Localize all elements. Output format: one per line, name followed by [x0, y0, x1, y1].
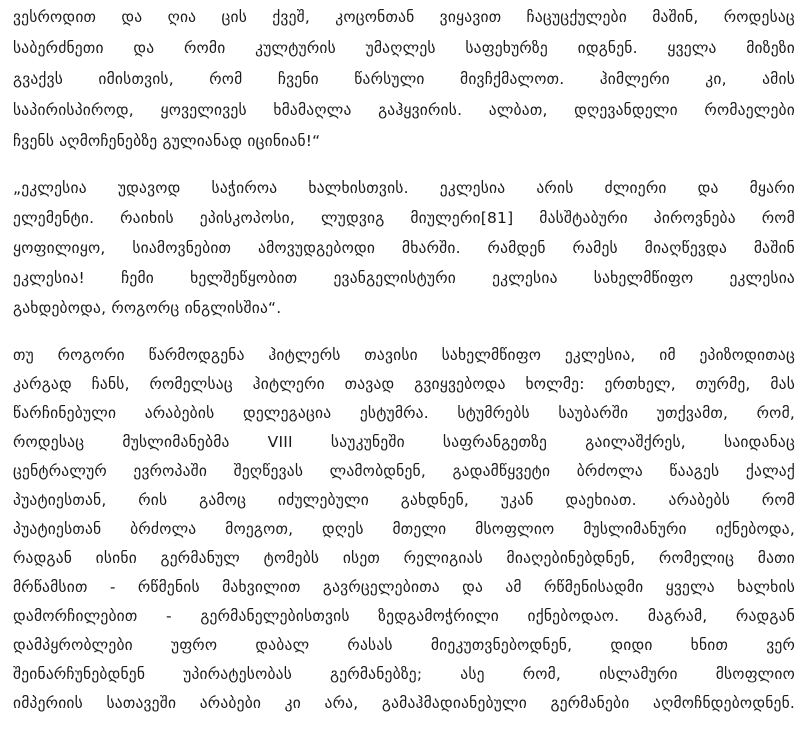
text-line: გახდებოდა, როგორც ინგლისშია“. [13, 299, 282, 317]
text-line: პუატიესთან ბრძოლა მოეგოთ, დღეს მთელი მსოფლიო მუსლიმანური იქნებოდა, [13, 520, 795, 538]
text-line: ვესროდით და ღია ცის ქვეშ, კოცონთან ვიყავით ჩაცუცქულები მაშინ, როდესაც [13, 8, 795, 26]
text-line: საბერძნეთი და რომი კულტურის უმაღლეს საფეხურზე იდგნენ. ყველა მიზეზი [13, 39, 795, 57]
text-line: დამპყრობლები უფრო დაბალ რასას მიეკუთვნებოდნენ, დიდი ხნით ვერ [13, 636, 795, 654]
text-line: გვაქვს იმისთვის, რომ ჩვენი წარსული მივჩქმალოთ. ჰიმლერი კი, ამის [13, 70, 795, 88]
text-line: ეკლესია! ჩემი ხელშეწყობით ევანგელისტური ეკლესია სახელმწიფო ეკლესია [13, 269, 795, 287]
text-line: კარგად ჩანს, რომელსაც ჰიტლერი თავად გვიყვებოდა ხოლმე: ერთხელ, თურმე, მას [13, 375, 795, 393]
text-line: საპირისპიროდ, ყოველივეს ხმამაღლა გაჰყვირის. ალბათ, დღევანდელი რომაელები [13, 101, 795, 119]
text-line: წარჩინებული არაბების დელეგაცია ესტუმრა. სტუმრებს საუბარში უთქვამთ, რომ, [13, 404, 795, 422]
text-line: თუ როგორი წარმოდგენა ჰიტლერს თავისი სახელმწიფო ეკლესია, იმ ეპიზოდითაც [13, 346, 795, 364]
text-line: შეინარჩუნებდნენ უპირატესობას გერმანებზე; ასე რომ, ისლამური მსოფლიო [13, 665, 795, 683]
text-line: იმპერიის სათავეში არაბები კი არა, გამაჰმადიანებული გერმანები აღმოჩნდებოდნენ. [13, 694, 795, 712]
text-line: „ეკლესია უდავოდ საჭიროა ხალხისთვის. ეკლესია არის ძლიერი და მყარი [13, 179, 795, 197]
text-line: რადგან ისინი გერმანულ ტომებს ისეთ რელიგიას მიაღებინებდნენ, რომელიც მათი [13, 549, 795, 567]
text-line: მრწამსით - რწმენის მახვილით გავრცელებითა და ამ რწმენისადმი ყველა ხალხის [13, 578, 795, 596]
text-line: პუატიესთან, რის გამოც იძულებული გახდნენ, უკან დაეხიათ. არაბებს რომ [13, 491, 795, 509]
text-line: ყოფილიყო, სიამოვნებით ამოვუდგებოდი მხარში. რამდენ რამეს მიაღწევდა მაშინ [13, 239, 795, 257]
text-line: ელემენტი. რაიხის ეპისკოპოსი, ლუდვიგ მიულერი[81] მასშტაბური პიროვნება რომ [13, 209, 795, 227]
text-line: დამორჩილებით - გერმანელებისთვის ზედგამოჭრილი იქნებოდაო. მაგრამ, რადგან [13, 607, 795, 625]
text-line: როდესაც მუსლიმანებმა VIII საუკუნეში საფრანგეთზე გაილაშქრეს, საიდანაც [13, 433, 795, 451]
text-line: ცენტრალურ ევროპაში შეღწევას ლამობდნენ, გადამწყვეტი ბრძოლა წააგეს ქალაქ [13, 462, 795, 480]
text-line: ჩვენს აღმოჩენებზე გულიანად იცინიან!“ [13, 132, 321, 150]
